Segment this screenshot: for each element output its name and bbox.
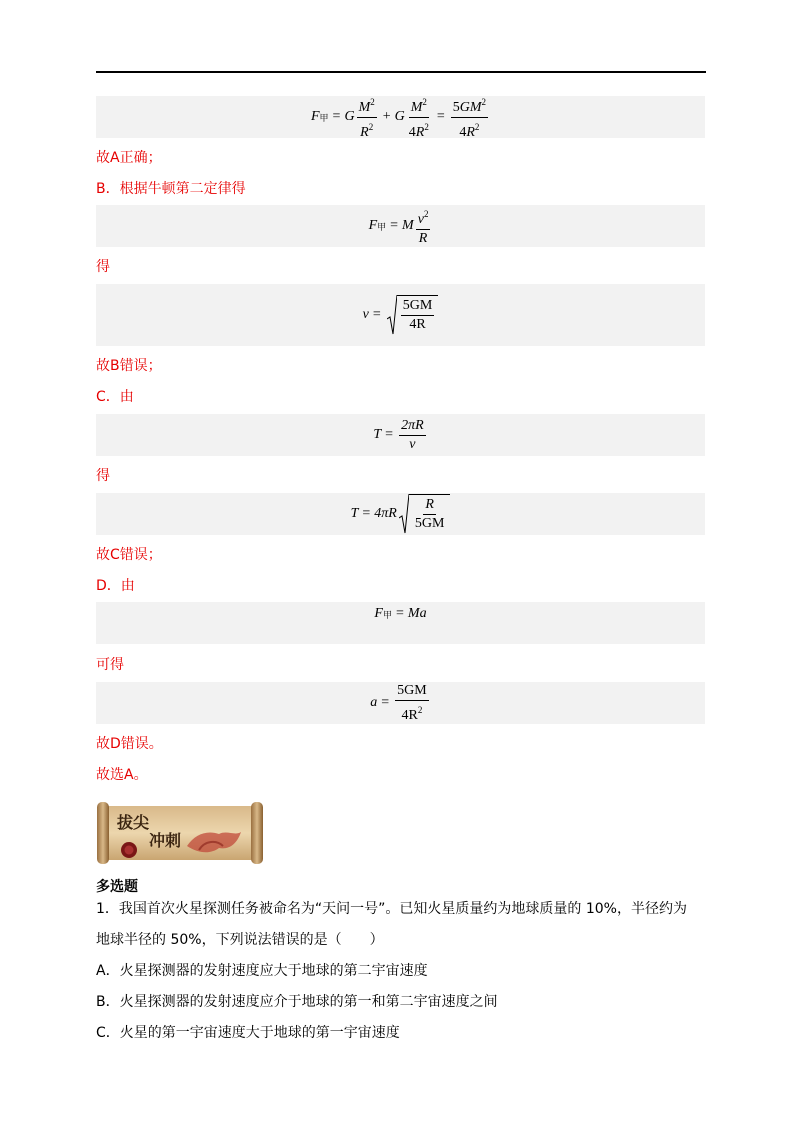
step-d-intro: D．由 — [96, 578, 135, 594]
equation-period-definition: T = $\frac{2\pi R}{v}$ — [96, 414, 705, 456]
option-c: C．火星的第一宇宙速度大于地球的第一宇宙速度 — [96, 1025, 400, 1041]
equation-gravity-sum: F 甲 = G $\frac{M^2}{R^2}$ + G $\frac{M^2}{4R^2}$ = $\frac{5GM^2}{4R^2}$ — [96, 96, 705, 138]
sqrt-sign-icon — [387, 295, 397, 335]
equation-newton-second-law: F 甲 = M $\frac{v^2}{R}$ — [96, 205, 705, 247]
section-heading: 多选题 — [96, 879, 138, 895]
question-line1: 1．我国首次火星探测任务被命名为“天问一号”。已知火星质量约为地球质量的 10%，半径约为 — [96, 901, 687, 917]
option-a: A．火星探测器的发射速度应大于地球的第二宇宙速度 — [96, 963, 428, 979]
header-rule — [96, 71, 706, 73]
question-line2: 地球半径的 50%，下列说法错误的是（ ） — [96, 932, 384, 948]
step-de-1: 得 — [96, 259, 110, 275]
equation-acceleration: a = $\frac{5GM}{4R^2}$ — [96, 682, 705, 724]
step-c-conclusion: 故C错误； — [96, 547, 162, 563]
equation-period-result: T = 4πR $\frac{R}{5GM}$ — [96, 493, 705, 535]
equation-velocity: v = $\frac{5GM}{4R}$ — [96, 284, 705, 346]
sqrt-sign-icon — [399, 494, 409, 534]
step-b-conclusion: 故B错误； — [96, 358, 162, 374]
banner-text-line1: 拔尖 — [117, 813, 150, 832]
equation-force-ma: F 甲 = Ma — [96, 602, 705, 644]
step-c-intro: C．由 — [96, 389, 134, 405]
step-kede: 可得 — [96, 657, 124, 673]
step-a-conclusion: 故A正确； — [96, 150, 162, 166]
banner-text-line2: 冲刺 — [149, 831, 182, 850]
step-b-intro: B．根据牛顿第二定律得 — [96, 181, 246, 197]
step-d-conclusion: 故D错误。 — [96, 736, 163, 752]
step-de-2: 得 — [96, 468, 110, 484]
option-b: B．火星探测器的发射速度应介于地球的第一和第二宇宙速度之间 — [96, 994, 498, 1010]
step-choice: 故选A。 — [96, 767, 148, 783]
scroll-banner-image — [95, 800, 265, 866]
